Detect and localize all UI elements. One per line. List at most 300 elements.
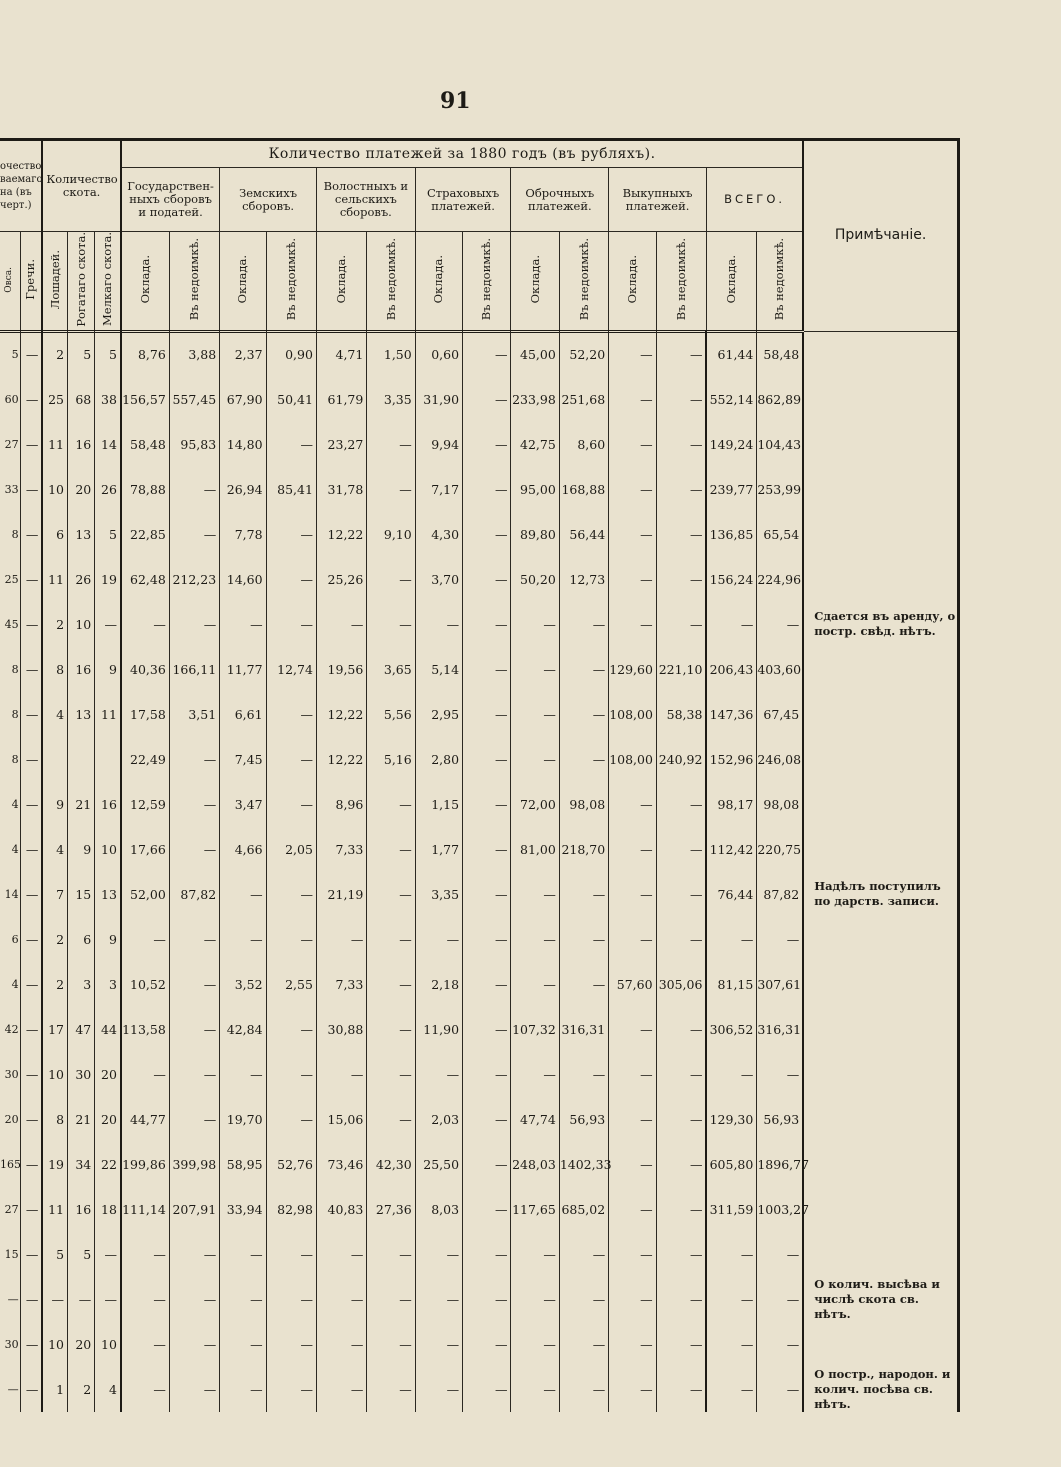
table-cell: 85,41 [266, 467, 316, 512]
table-cell: 6 [68, 917, 95, 962]
table-cell: 685,02 [559, 1187, 608, 1232]
table-cell: 47 [68, 1007, 95, 1052]
row-note [803, 1097, 958, 1142]
table-cell: — [316, 1277, 366, 1322]
table-cell: — [609, 872, 656, 917]
table-cell: 30 [0, 1052, 20, 1097]
table-cell: — [20, 827, 42, 872]
table-cell: — [266, 872, 316, 917]
row-note [803, 962, 958, 1007]
table-cell: 12,59 [121, 782, 169, 827]
table-cell: — [609, 512, 656, 557]
table-row [0, 737, 959, 782]
table-cell: — [757, 1277, 803, 1322]
table-cell: 8 [42, 647, 67, 692]
crop-header: очество ваемаго на (въ черт.) [0, 140, 42, 232]
table-cell: 87,82 [757, 872, 803, 917]
table-cell: 1 [42, 1367, 67, 1412]
table-cell: 5,14 [415, 647, 462, 692]
table-cell: 1,50 [367, 331, 415, 377]
table-cell: — [121, 917, 169, 962]
table-cell: — [511, 1232, 559, 1277]
table-cell: 58,95 [220, 1142, 266, 1187]
table-cell: 0,60 [415, 331, 462, 377]
row-note [803, 827, 958, 872]
table-cell: 3,51 [169, 692, 219, 737]
table-cell: — [20, 1367, 42, 1412]
table-cell: 7,33 [316, 962, 366, 1007]
table-cell: — [20, 872, 42, 917]
table-cell: — [559, 692, 608, 737]
table-cell: 9 [95, 647, 121, 692]
table-cell: 1896,77 [757, 1142, 803, 1187]
table-cell: — [415, 1322, 462, 1367]
table-cell: — [463, 422, 511, 467]
table-row [0, 1322, 959, 1367]
table-cell: — [656, 1232, 706, 1277]
table-cell: 25 [42, 377, 67, 422]
table-cell: — [463, 331, 511, 377]
table-cell: 14,80 [220, 422, 266, 467]
table-cell: 13 [68, 512, 95, 557]
table-row [0, 647, 959, 692]
table-cell: 4 [42, 827, 67, 872]
table-cell: 52,20 [559, 331, 608, 377]
table-cell: 11,90 [415, 1007, 462, 1052]
table-cell: — [220, 1232, 266, 1277]
table-cell: 15 [68, 872, 95, 917]
table-cell: 2,05 [266, 827, 316, 872]
table-cell: — [757, 1052, 803, 1097]
table-cell: 58,48 [757, 331, 803, 377]
arrears-header: Въ недоимкѣ. [757, 232, 803, 332]
table-cell: — [463, 692, 511, 737]
table-row [0, 782, 959, 827]
table-cell: — [0, 1277, 20, 1322]
table-cell: — [266, 1277, 316, 1322]
table-cell: 20 [68, 467, 95, 512]
table-cell: 95,00 [511, 467, 559, 512]
table-cell: — [367, 1232, 415, 1277]
table-cell: 47,74 [511, 1097, 559, 1142]
table-cell: 78,88 [121, 467, 169, 512]
table-cell: 33,94 [220, 1187, 266, 1232]
row-note: Надѣлъ поступилъ по дарств. записи. [803, 872, 958, 917]
row-note [803, 1142, 958, 1187]
table-cell: 81,15 [706, 962, 756, 1007]
table-cell: 26 [95, 467, 121, 512]
table-cell: 5 [42, 1232, 67, 1277]
table-cell: 25,26 [316, 557, 366, 602]
table-cell: — [169, 1007, 219, 1052]
table-cell: — [511, 1277, 559, 1322]
table-cell: — [367, 1367, 415, 1412]
table-cell: 4 [0, 827, 20, 872]
table-cell: 2,37 [220, 331, 266, 377]
table-cell: 12,74 [266, 647, 316, 692]
table-cell: — [757, 1232, 803, 1277]
table-row [0, 1277, 959, 1322]
row-note [803, 512, 958, 557]
group-state-taxes: Государствен-ныхъ сборовъ и податей. [121, 168, 220, 232]
table-cell: 16 [68, 422, 95, 467]
table-row [0, 422, 959, 467]
table-cell: — [463, 917, 511, 962]
table-cell: — [656, 1322, 706, 1367]
table-cell: — [20, 1142, 42, 1187]
table-cell: — [559, 1052, 608, 1097]
table-cell: — [463, 737, 511, 782]
table-cell: 156,24 [706, 557, 756, 602]
table-cell: — [220, 917, 266, 962]
table-cell: 552,14 [706, 377, 756, 422]
table-cell: 11 [42, 422, 67, 467]
table-cell: 199,86 [121, 1142, 169, 1187]
table-cell: — [463, 827, 511, 872]
table-cell: 34 [68, 1142, 95, 1187]
table-cell [42, 737, 67, 782]
table-cell: 8 [0, 512, 20, 557]
table-cell: — [609, 1142, 656, 1187]
table-cell: — [757, 1322, 803, 1367]
table-cell: — [367, 782, 415, 827]
table-cell: 30,88 [316, 1007, 366, 1052]
table-cell: 31,78 [316, 467, 366, 512]
table-cell: 4,66 [220, 827, 266, 872]
table-cell: — [415, 1052, 462, 1097]
table-cell: 42 [0, 1007, 20, 1052]
table-cell: — [169, 1052, 219, 1097]
table-cell: — [121, 1367, 169, 1412]
table-cell: 56,93 [559, 1097, 608, 1142]
table-cell: — [169, 1097, 219, 1142]
table-cell: — [656, 1052, 706, 1097]
table-cell: 15,06 [316, 1097, 366, 1142]
table-cell: — [559, 962, 608, 1007]
table-cell: 72,00 [511, 782, 559, 827]
table-cell: 58,48 [121, 422, 169, 467]
table-cell: — [169, 962, 219, 1007]
table-cell: — [656, 1142, 706, 1187]
table-cell: — [559, 1367, 608, 1412]
page-number: 91 [440, 88, 471, 114]
table-cell: — [511, 737, 559, 782]
table-cell: — [169, 827, 219, 872]
table-cell: — [415, 917, 462, 962]
table-cell: 2,95 [415, 692, 462, 737]
table-cell: — [266, 1097, 316, 1142]
table-cell: 62,48 [121, 557, 169, 602]
table-cell: — [367, 1052, 415, 1097]
table-cell: 22,49 [121, 737, 169, 782]
assessed-header: Оклада. [609, 232, 656, 332]
table-cell: 22 [95, 1142, 121, 1187]
table-cell: — [463, 1142, 511, 1187]
table-cell: — [95, 1277, 121, 1322]
table-cell: 13 [68, 692, 95, 737]
table-cell: 11 [42, 1187, 67, 1232]
table-cell: — [757, 1367, 803, 1412]
table-cell: — [511, 692, 559, 737]
table-cell: 5 [68, 1232, 95, 1277]
table-cell: 10 [42, 1052, 67, 1097]
table-cell: 3 [95, 962, 121, 1007]
table-cell: — [609, 1097, 656, 1142]
table-cell: 3,70 [415, 557, 462, 602]
row-note [803, 1187, 958, 1232]
table-cell: 7 [42, 872, 67, 917]
table-cell: 45,00 [511, 331, 559, 377]
table-cell: — [316, 1322, 366, 1367]
table-cell: — [757, 602, 803, 647]
table-cell: 240,92 [656, 737, 706, 782]
table-cell: — [367, 1322, 415, 1367]
row-note [803, 917, 958, 962]
table-cell: 20 [0, 1097, 20, 1142]
table-cell: 56,44 [559, 512, 608, 557]
table-cell: — [511, 872, 559, 917]
table-cell: 30 [68, 1052, 95, 1097]
table-cell: — [95, 602, 121, 647]
table-cell: 19,70 [220, 1097, 266, 1142]
row-note [803, 1007, 958, 1052]
table-cell: 26,94 [220, 467, 266, 512]
table-cell: 0,90 [266, 331, 316, 377]
table-cell: 3,52 [220, 962, 266, 1007]
table-cell: 26 [68, 557, 95, 602]
table-cell: 10 [42, 467, 67, 512]
table-cell: — [20, 782, 42, 827]
table-cell: 40,36 [121, 647, 169, 692]
table-cell: 168,88 [559, 467, 608, 512]
table-cell: 19,56 [316, 647, 366, 692]
table-cell: 3,88 [169, 331, 219, 377]
table-cell: — [266, 782, 316, 827]
arrears-header: Въ недоимкѣ. [266, 232, 316, 332]
table-cell: 12,22 [316, 512, 366, 557]
table-cell: — [169, 512, 219, 557]
table-cell: 224,96 [757, 557, 803, 602]
table-cell: 25 [0, 557, 20, 602]
table-cell: — [415, 1277, 462, 1322]
table-cell: 165 [0, 1142, 20, 1187]
assessed-header: Оклада. [415, 232, 462, 332]
table-cell: 8,60 [559, 422, 608, 467]
table-cell: 31,90 [415, 377, 462, 422]
small-livestock-header: Мелкаго скота. [95, 232, 121, 332]
table-cell: 862,89 [757, 377, 803, 422]
table-cell: — [316, 1232, 366, 1277]
table-cell: 57,60 [609, 962, 656, 1007]
table-cell: — [511, 647, 559, 692]
table-cell: 7,78 [220, 512, 266, 557]
table-cell: 40,83 [316, 1187, 366, 1232]
table-cell: 17,66 [121, 827, 169, 872]
table-cell: 3,47 [220, 782, 266, 827]
table-cell: 67,90 [220, 377, 266, 422]
table-cell: — [367, 917, 415, 962]
livestock-header: Количество скота. [42, 140, 121, 232]
cattle-header: Рогатаго скота. [68, 232, 95, 332]
table-cell: — [20, 917, 42, 962]
table-cell: — [463, 1277, 511, 1322]
table-cell: 6 [0, 917, 20, 962]
table-cell: — [656, 1367, 706, 1412]
table-cell: 44 [95, 1007, 121, 1052]
table-cell: — [463, 512, 511, 557]
payments-title: Количество платежей за 1880 годъ (въ рубляхъ). [121, 140, 803, 168]
table-cell: 5 [95, 512, 121, 557]
table-cell: 221,10 [656, 647, 706, 692]
table-cell: — [511, 1322, 559, 1367]
table-cell: 5,56 [367, 692, 415, 737]
table-cell: — [316, 1052, 366, 1097]
table-cell: — [20, 512, 42, 557]
table-cell: 19 [42, 1142, 67, 1187]
table-cell: — [266, 1052, 316, 1097]
table-cell: 8,76 [121, 331, 169, 377]
table-cell: — [121, 1232, 169, 1277]
table-cell: — [415, 1232, 462, 1277]
table-cell: — [609, 1322, 656, 1367]
table-cell: — [463, 782, 511, 827]
group-volost: Волостныхъ и сельскихъ сборовъ. [316, 168, 415, 232]
table-cell: 166,11 [169, 647, 219, 692]
table-cell: 2 [42, 917, 67, 962]
table-cell: 117,65 [511, 1187, 559, 1232]
table-cell: 207,91 [169, 1187, 219, 1232]
row-note [803, 467, 958, 512]
table-cell: — [220, 1367, 266, 1412]
table-cell: — [367, 872, 415, 917]
table-cell: — [121, 1277, 169, 1322]
table-cell: — [316, 602, 366, 647]
table-cell: — [20, 962, 42, 1007]
table-cell: 8 [0, 737, 20, 782]
table-cell: — [559, 917, 608, 962]
table-cell: 2,80 [415, 737, 462, 782]
table-cell: 27 [0, 1187, 20, 1232]
table-cell: — [656, 1097, 706, 1142]
table-row [0, 377, 959, 422]
table-cell: — [656, 917, 706, 962]
table-cell: — [20, 377, 42, 422]
assessed-header: Оклада. [316, 232, 366, 332]
table-cell: 60 [0, 377, 20, 422]
table-cell: — [169, 737, 219, 782]
table-cell: — [706, 1367, 756, 1412]
table-cell: 10 [68, 602, 95, 647]
table-cell: 605,80 [706, 1142, 756, 1187]
table-cell: 107,32 [511, 1007, 559, 1052]
table-cell: — [367, 1277, 415, 1322]
table-cell: 58,38 [656, 692, 706, 737]
table-cell: — [656, 467, 706, 512]
table-cell: — [609, 827, 656, 872]
table-cell: 98,08 [559, 782, 608, 827]
table-cell: 111,14 [121, 1187, 169, 1232]
table-cell: 220,75 [757, 827, 803, 872]
table-body [0, 331, 959, 1412]
horses-header: Лошадей. [42, 232, 67, 332]
table-cell: 20 [95, 1097, 121, 1142]
table-cell: 2 [68, 1367, 95, 1412]
table-cell: 8,96 [316, 782, 366, 827]
table-cell: — [656, 602, 706, 647]
table-cell: — [367, 962, 415, 1007]
table-cell: — [266, 557, 316, 602]
table-cell: 316,31 [559, 1007, 608, 1052]
table-cell: 45 [0, 602, 20, 647]
table-cell: — [463, 1187, 511, 1232]
table-cell: — [463, 1322, 511, 1367]
table-cell: 4 [95, 1367, 121, 1412]
table-cell: 129,30 [706, 1097, 756, 1142]
table-cell: 89,80 [511, 512, 559, 557]
table-cell: — [656, 331, 706, 377]
table-cell: 52,76 [266, 1142, 316, 1187]
table-cell: — [511, 602, 559, 647]
row-note [803, 782, 958, 827]
assessed-header: Оклада. [511, 232, 559, 332]
table-cell: 67,45 [757, 692, 803, 737]
table-cell: 10 [42, 1322, 67, 1367]
table-cell: — [20, 1322, 42, 1367]
table-row [0, 917, 959, 962]
table-cell: — [706, 1277, 756, 1322]
table-cell: — [706, 1232, 756, 1277]
row-note: О колич. высѣва и числѣ скота св. нѣтъ. [803, 1277, 958, 1322]
table-cell: — [609, 917, 656, 962]
table-cell: 20 [95, 1052, 121, 1097]
table-cell: — [463, 377, 511, 422]
table-cell: 3,35 [367, 377, 415, 422]
row-note [803, 1052, 958, 1097]
table-cell: — [609, 422, 656, 467]
table-cell: — [169, 917, 219, 962]
table-row [0, 512, 959, 557]
table-cell: — [706, 1322, 756, 1367]
table-cell: 147,36 [706, 692, 756, 737]
table-cell: 557,45 [169, 377, 219, 422]
table-cell: — [266, 602, 316, 647]
table-cell: — [20, 1187, 42, 1232]
table-cell: 27 [0, 422, 20, 467]
table-cell: — [367, 602, 415, 647]
table-cell: — [463, 1367, 511, 1412]
table-cell: — [20, 1052, 42, 1097]
table-cell: 136,85 [706, 512, 756, 557]
table-cell [68, 737, 95, 782]
table-cell: 399,98 [169, 1142, 219, 1187]
table-row [0, 872, 959, 917]
table-cell: 2 [42, 331, 67, 377]
table-cell: 4 [0, 782, 20, 827]
table-cell: — [609, 1007, 656, 1052]
table-cell: 12,22 [316, 737, 366, 782]
oats-header: Овса. [0, 232, 20, 332]
table-cell: 21 [68, 782, 95, 827]
table-cell: — [656, 1277, 706, 1322]
arrears-header: Въ недоимкѣ. [559, 232, 608, 332]
table-cell: 206,43 [706, 647, 756, 692]
table-cell: 61,79 [316, 377, 366, 422]
table-cell: — [463, 1097, 511, 1142]
table-cell: 307,61 [757, 962, 803, 1007]
table-cell: — [367, 1097, 415, 1142]
table-cell: — [609, 1232, 656, 1277]
row-note: Сдается въ аренду, о постр. свѣд. нѣтъ. [803, 602, 958, 647]
